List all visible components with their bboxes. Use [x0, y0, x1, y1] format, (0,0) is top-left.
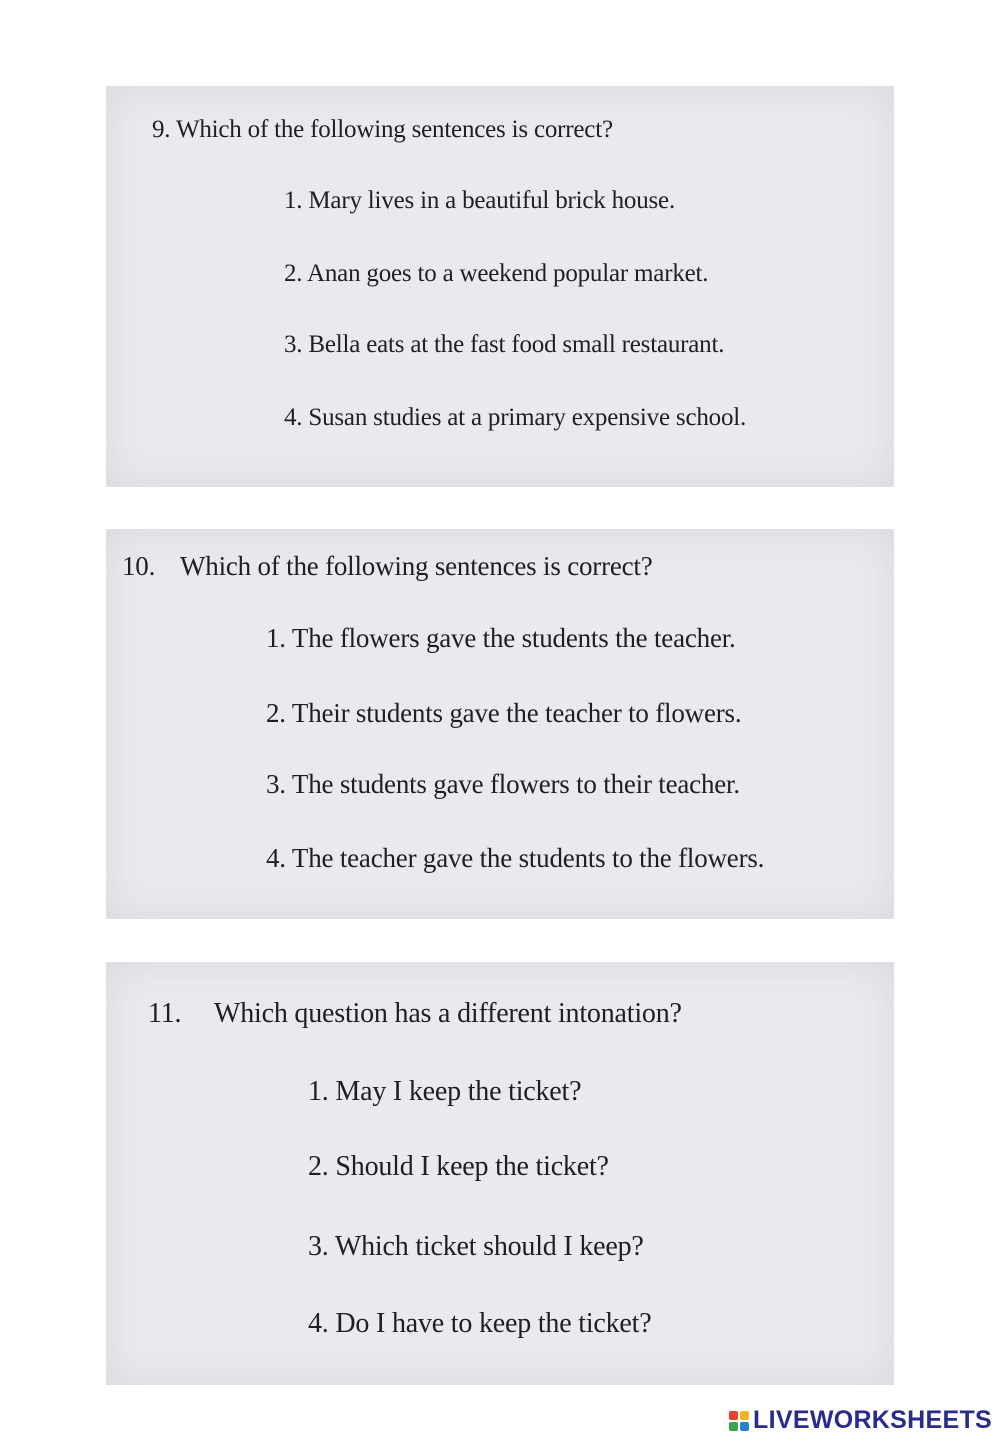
question-9-option-3: 3. Bella eats at the fast food small restaurant.	[284, 331, 725, 358]
question-text: Which question has a different intonation?	[214, 998, 682, 1029]
logo-square-red	[729, 1411, 738, 1420]
question-number: 11.	[148, 998, 182, 1029]
logo-square-green	[729, 1422, 738, 1431]
liveworksheets-brand[interactable]	[729, 1406, 992, 1435]
question-text: Which of the following sentences is correct?	[180, 551, 653, 581]
question-card-10	[106, 529, 894, 919]
question-10-prompt	[122, 551, 653, 582]
question-9-option-1: 1. Mary lives in a beautiful brick house.	[284, 187, 676, 214]
question-11-option-4: 4. Do I have to keep the ticket?	[308, 1308, 652, 1339]
question-10-option-4: 4. The teacher gave the students to the flowers.	[266, 843, 765, 873]
question-9-option-2: 2. Anan goes to a weekend popular market.	[284, 260, 709, 287]
question-9-option-4: 4. Susan studies at a primary expensive school.	[284, 404, 747, 431]
logo-square-blue	[740, 1422, 749, 1431]
question-card-9	[106, 86, 894, 487]
question-10-option-3: 3. The students gave flowers to their teacher.	[266, 769, 740, 799]
liveworksheets-logo-icon	[729, 1411, 749, 1431]
question-11-option-2: 2. Should I keep the ticket?	[308, 1151, 609, 1182]
question-number: 10.	[122, 551, 156, 581]
question-10-option-1: 1. The flowers gave the students the teacher.	[266, 623, 736, 653]
brand-name: LIVEWORKSHEETS	[753, 1406, 992, 1434]
question-10-option-2: 2. Their students gave the teacher to flowers.	[266, 698, 742, 728]
question-11-option-1: 1. May I keep the ticket?	[308, 1076, 582, 1107]
question-number: 9.	[152, 116, 171, 143]
question-11-prompt	[148, 998, 682, 1030]
question-11-option-3: 3. Which ticket should I keep?	[308, 1231, 644, 1262]
question-card-11	[106, 962, 894, 1385]
logo-square-yellow	[740, 1411, 749, 1420]
question-text: Which of the following sentences is correct?	[175, 116, 613, 143]
question-9-prompt	[152, 116, 613, 144]
